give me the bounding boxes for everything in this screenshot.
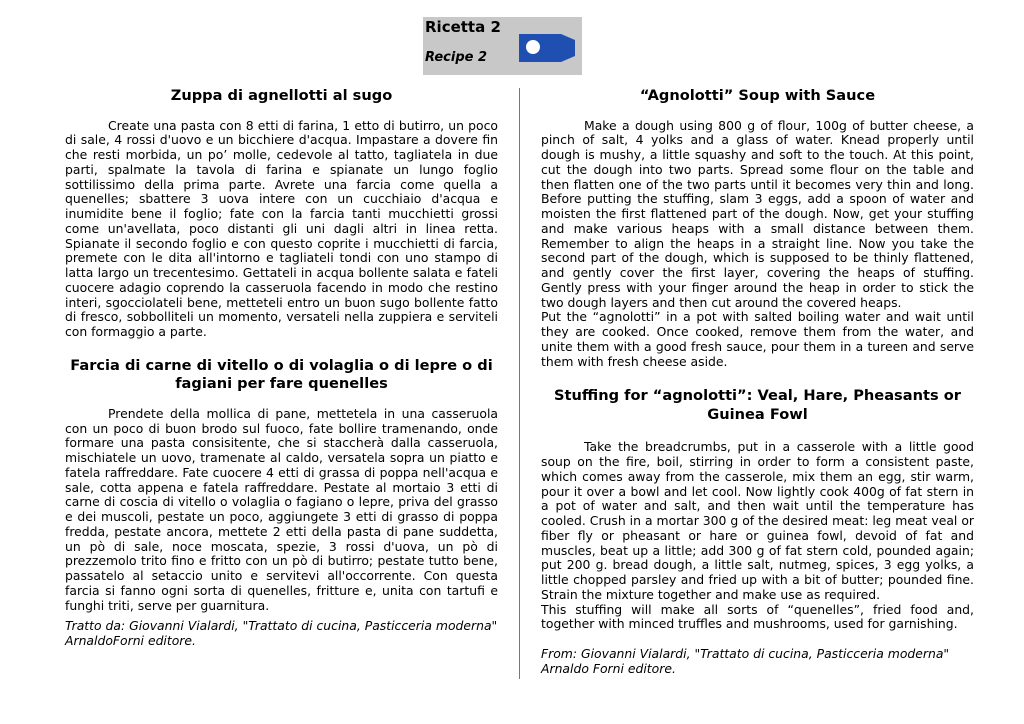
english-column: [541, 87, 974, 677]
english-stuffing-text: Take the breadcrumbs, put in a casserole with a little good soup on the fire, boil, stirring in order to form a consistent paste, which comes away from the casserole, mix them an egg, stir warm, pour it over a bowl and let cool. Now lightly cook 400g of fat stern in a pot of water and salt, and then wait until the temperature has cooled. Crush in a mortar 300 g of the desired meat: leg meat veal or fiber fly or pheasant or hare or guinea fowl, devoid of fat and muscles, beat up a little; add 300 g of fat stern cold, pounded again; put 200 g. bread dough, a little salt, nutmeg, spices, 3 egg yolks, a little chopped parsley and fried up with a bit of butter; pounded fine. Strain the mixture together and make use as required.: [541, 439, 974, 602]
italian-column: [65, 87, 498, 649]
recipe-number-english: Recipe 2: [425, 50, 488, 65]
recipe-number-italian: Ricetta 2: [425, 18, 501, 36]
english-stuffing-title: Stuffing for “agnolotti”: Veal, Hare, Pheasants or Guinea Fowl: [554, 387, 961, 423]
italian-soup-text: Create una pasta con 8 etti di farina, 1 etto di butirro, un poco di sale, 4 rossi d'uovo e un bicchiere d'acqua. Impastare a dovere fin che resti morbida, un po’ molle, cedevole al tatto, tagliatela in due parti, spalmate la tavola di farina e spianate un lungo foglio sottilissimo della prima parte. Avrete una farcia come quella a quenelles; sbattere 3 uova intere con un cucchiaio d'acqua e inumidite bene il foglio; fate con la farcia tanti mucchietti grossi come un'avellata, poco distanti gli uni dagli altri in linea retta. Spianate il secondo foglio e con questo coprite i mucchietti di farcia, premete con le dita all'intorno e tagliateli tondi con uno stampo di latta largo un trecentesimo. Gettateli in acqua bollente salata e fateli cuocere adagio coprendo la casseruola facendo in modo che restino interi, sgocciolateli bene, metteteli entro un buon sugo bollente fatto di fresco, sobbolliteli un momento, versateli nella zuppiera e serviteli con formaggio a parte.: [65, 117, 498, 339]
english-soup-title: “Agnolotti” Soup with Sauce: [639, 87, 876, 104]
english-soup-text: Make a dough using 800 g of flour, 100g of butter cheese, a pinch of salt, 4 yolks and a glass of water. Knead properly until dough is mushy, a little squashy and soft to the touch. At this point, cut the dough into two parts. Spread some flour on the table and then flatten one of the two parts until it becomes very thin and long. Before putting the stuffing, slam 3 eggs, add a spoon of water and moisten the first flattened part of the dough. Now, get your stuffing and make various heaps with a small distance between them. Remember to align the heaps in a straight line. Now you take the second part of the dough, which is supposed to be thinly flattened, and gently cover the first layer, covering the heaps of stuffing. Gently press with your finger around the heap in order to stick the two dough layers and then cut around the covered heaps.: [541, 117, 974, 310]
column-divider: [519, 88, 520, 679]
flag-icon: [519, 34, 575, 62]
italian-stuffing-text: Prendete della mollica di pane, mettetela in una casseruola con un poco di buon brodo sul fuoco, fate bollire tramenando, onde formare una pasta consisitente, che si staccherà dalla casseruola, mischiatele un uovo, tramenate al caldo, versatela sopra un piatto e fatela raffreddare. Fate cuocere 4 etti di grassa di poppa nell'acqua e sale, cotta appena e fatela raffreddare. Pestate al mortaio 3 etti di carne di coscia di vitello o volaglia o fagiano o lepre, priva del grasso e dei muscoli, pestate un poco, aggiungete 3 etti di grasso di poppa fredda, pestate ancora, mettete 2 etti della pasta di pane suddetta, un pò di sale, noce moscata, spezie, 3 rossi d'uova, un pò di prezzemolo trito fino e fritto con un pò di butirro; pestate tutto bene, passatelo al setaccio unito e servitevi all'occorrente. Con questa farcia si fanno ogni sorta di quenelles, fritture e, unita con tartufi e funghi triti, serve per guarnitura.: [65, 405, 498, 613]
italian-stuffing-title: Farcia di carne di vitello o di volaglia o di lepre o di fagiani per fare quenelles: [70, 356, 493, 393]
english-source: From: Giovanni Vialardi, "Trattato di cucina, Pasticceria moderna" Arnaldo Forni editore.: [541, 646, 950, 676]
english-soup-text-2: Put the “agnolotti” in a pot with salted boiling water and wait until they are cooked. Once cooked, remove them from the water, and unite them with a good fresh sauce, pour them in a tureen and serve them with fresh cheese aside.: [541, 309, 974, 369]
italian-source: Tratto da: Giovanni Vialardi, "Trattato di cucina, Pasticceria moderna" ArnaldoForni editore.: [65, 618, 498, 648]
italian-soup-title: Zuppa di agnellotti al sugo: [170, 87, 393, 104]
recipe-header: [423, 17, 582, 75]
english-stuffing-text-2: This stuffing will make all sorts of “quenelles”, fried food and, together with minced truffles and mushrooms, used for garnishing.: [541, 601, 974, 632]
